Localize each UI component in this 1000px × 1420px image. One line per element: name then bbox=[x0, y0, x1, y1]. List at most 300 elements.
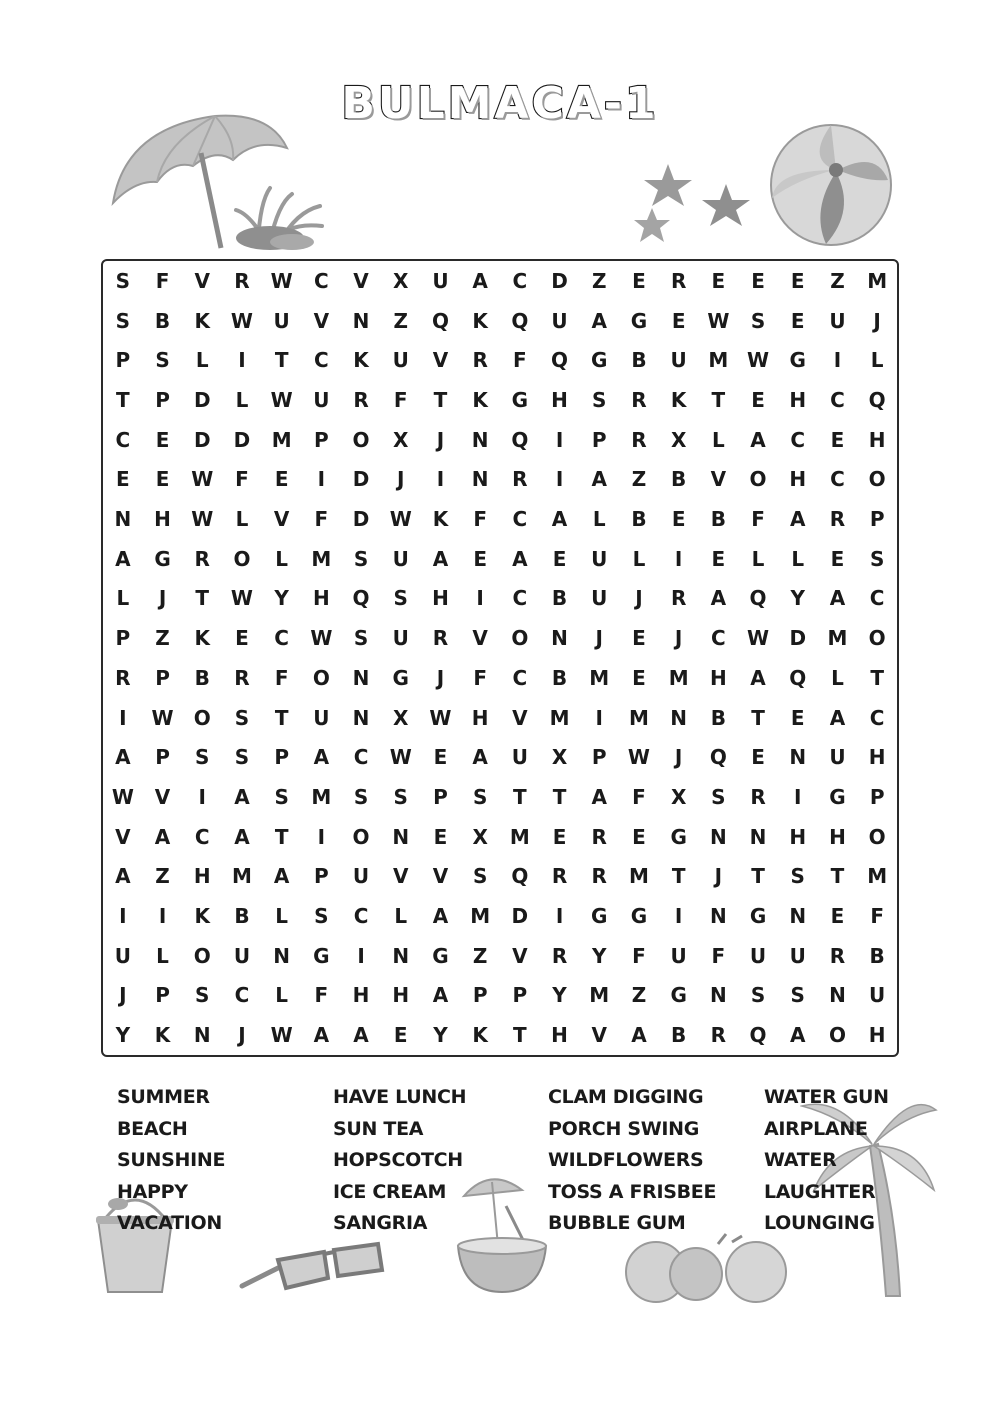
grid-cell: C bbox=[194, 824, 210, 849]
grid-cell: I bbox=[595, 705, 603, 730]
grid-cell: E bbox=[274, 467, 289, 492]
grid-cell: O bbox=[193, 943, 211, 968]
grid-cell: E bbox=[830, 546, 845, 571]
grid-cell: J bbox=[674, 745, 683, 770]
grid-cell: A bbox=[790, 507, 806, 532]
grid-cell: N bbox=[789, 904, 807, 929]
word-item: VACATION bbox=[117, 1212, 222, 1235]
grid-cell: H bbox=[312, 586, 330, 611]
grid-cell: Q bbox=[352, 586, 370, 611]
grid-cell: D bbox=[352, 507, 370, 532]
beach-ball-icon bbox=[766, 120, 896, 250]
grid-cell: K bbox=[472, 387, 488, 412]
grid-cell: F bbox=[632, 943, 646, 968]
grid-cell: N bbox=[551, 626, 568, 651]
grid-cell: I bbox=[794, 784, 802, 809]
grid-cell: S bbox=[115, 308, 131, 333]
grid-cell: H bbox=[829, 824, 846, 849]
grid-cell: R bbox=[432, 626, 449, 651]
grid-cell: U bbox=[670, 943, 687, 968]
grid-cell: O bbox=[868, 467, 886, 492]
grid-cell: U bbox=[869, 983, 886, 1008]
grid-cell: G bbox=[789, 348, 806, 373]
grid-cell: U bbox=[233, 943, 251, 968]
grid-cell: A bbox=[472, 745, 488, 770]
grid-cell: H bbox=[352, 983, 370, 1008]
grid-cell: I bbox=[119, 705, 127, 730]
grid-cell: C bbox=[234, 983, 250, 1008]
grid-cell: A bbox=[432, 983, 449, 1008]
grid-cell: W bbox=[151, 705, 174, 730]
grid-cell: R bbox=[194, 546, 210, 571]
grid-cell: I bbox=[555, 467, 564, 492]
grid-cell: G bbox=[591, 348, 608, 373]
grid-cell: E bbox=[632, 626, 646, 651]
grid-cell: J bbox=[158, 586, 167, 611]
grid-cell: M bbox=[470, 904, 491, 929]
grid-cell: V bbox=[710, 467, 727, 492]
grid-cell: A bbox=[472, 268, 488, 293]
grid-cell: F bbox=[314, 507, 329, 532]
grid-cell: O bbox=[352, 824, 370, 849]
grid-cell: P bbox=[433, 784, 448, 809]
grid-cell: F bbox=[513, 348, 527, 373]
grid-cell: V bbox=[115, 824, 131, 849]
grid-cell: E bbox=[790, 308, 805, 333]
grid-cell: V bbox=[432, 864, 449, 889]
grid-cell: K bbox=[353, 348, 369, 373]
grid-cell: N bbox=[789, 745, 807, 770]
grid-cell: H bbox=[789, 467, 807, 492]
grid-cell: J bbox=[714, 864, 723, 889]
grid-cell: U bbox=[114, 943, 131, 968]
grid-cell: H bbox=[789, 824, 807, 849]
grid-cell: A bbox=[273, 864, 290, 889]
grid-cell: C bbox=[512, 586, 528, 611]
grid-cell: C bbox=[711, 626, 726, 651]
grid-cell: C bbox=[512, 665, 528, 690]
grid-cell: M bbox=[827, 626, 848, 651]
grid-cell: T bbox=[711, 387, 726, 412]
grid-cell: R bbox=[591, 864, 607, 889]
grid-cell: A bbox=[115, 745, 131, 770]
grid-cell: X bbox=[393, 705, 409, 730]
grid-cell: U bbox=[829, 745, 846, 770]
grid-cell: F bbox=[870, 904, 884, 929]
grid-cell: L bbox=[275, 983, 289, 1008]
grid-cell: C bbox=[790, 427, 806, 452]
grid-cell: U bbox=[392, 546, 409, 571]
grid-cell: G bbox=[749, 904, 767, 929]
grid-cell: M bbox=[628, 705, 649, 730]
grid-cell: X bbox=[393, 268, 409, 293]
grid-cell: S bbox=[472, 784, 488, 809]
grid-cell: S bbox=[711, 784, 726, 809]
grid-cell: E bbox=[393, 1023, 408, 1048]
grid-cell: M bbox=[509, 824, 530, 849]
grid-cell: R bbox=[670, 586, 687, 611]
grid-cell: R bbox=[115, 665, 131, 690]
grid-cell: T bbox=[274, 348, 289, 373]
grid-cell: J bbox=[436, 427, 445, 452]
grid-cell: P bbox=[115, 626, 131, 651]
grid-cell: G bbox=[511, 387, 529, 412]
grid-cell: F bbox=[393, 387, 408, 412]
grid-cell: R bbox=[512, 467, 528, 492]
grid-cell: H bbox=[551, 1023, 568, 1048]
grid-cell: D bbox=[233, 427, 251, 452]
word-item: SANGRIA bbox=[333, 1212, 428, 1235]
grid-cell: S bbox=[393, 784, 408, 809]
grid-cell: U bbox=[392, 348, 409, 373]
grid-cell: E bbox=[711, 268, 726, 293]
grid-cell: Z bbox=[631, 983, 647, 1008]
grid-cell: M bbox=[589, 665, 610, 690]
grid-cell: A bbox=[829, 586, 846, 611]
grid-cell: R bbox=[710, 1023, 727, 1048]
word-item: CLAM DIGGING bbox=[548, 1086, 704, 1108]
grid-cell: E bbox=[552, 546, 567, 571]
grid-cell: H bbox=[551, 387, 568, 412]
grid-cell: V bbox=[353, 268, 369, 293]
grid-cell: N bbox=[193, 1023, 211, 1048]
grid-cell: P bbox=[512, 983, 528, 1008]
grid-cell: P bbox=[591, 427, 607, 452]
grid-cell: M bbox=[271, 427, 292, 452]
grid-cell: S bbox=[790, 864, 805, 889]
grid-cell: V bbox=[591, 1023, 607, 1048]
grid-cell: R bbox=[551, 864, 568, 889]
grid-cell: V bbox=[393, 864, 409, 889]
grid-cell: S bbox=[472, 864, 488, 889]
grid-cell: S bbox=[234, 705, 250, 730]
grid-cell: Y bbox=[790, 586, 805, 611]
grid-cell: Q bbox=[511, 308, 529, 333]
grid-cell: E bbox=[632, 824, 646, 849]
grid-cell: I bbox=[158, 904, 167, 929]
grid-cell: P bbox=[115, 348, 131, 373]
grid-cell: C bbox=[869, 705, 885, 730]
grid-cell: Q bbox=[749, 1023, 767, 1048]
grid-cell: E bbox=[632, 665, 646, 690]
grid-cell: E bbox=[711, 546, 726, 571]
grid-cell: E bbox=[830, 427, 845, 452]
grid-cell: H bbox=[193, 864, 211, 889]
grid-cell: G bbox=[392, 665, 409, 690]
grid-cell: D bbox=[193, 427, 211, 452]
grid-cell: U bbox=[551, 308, 568, 333]
grid-cell: U bbox=[591, 586, 608, 611]
grid-cell: N bbox=[829, 983, 846, 1008]
grid-cell: U bbox=[789, 943, 806, 968]
grid-cell: L bbox=[116, 586, 130, 611]
grid-cell: G bbox=[829, 784, 846, 809]
grid-cell: E bbox=[751, 745, 765, 770]
grid-cell: P bbox=[314, 427, 329, 452]
grid-cell: E bbox=[790, 268, 805, 293]
grid-cell: N bbox=[352, 705, 370, 730]
grid-cell: A bbox=[790, 1023, 806, 1048]
grid-cell: B bbox=[234, 904, 250, 929]
grid-cell: C bbox=[512, 268, 528, 293]
grid-cell: S bbox=[353, 546, 369, 571]
grid-cell: L bbox=[394, 904, 408, 929]
word-item: LAUGHTER bbox=[764, 1180, 876, 1203]
grid-cell: L bbox=[195, 348, 209, 373]
grid-cell: V bbox=[313, 308, 330, 333]
grid-cell: T bbox=[751, 864, 765, 889]
grid-cell: W bbox=[627, 745, 650, 770]
grid-cell: R bbox=[234, 665, 250, 690]
grid-cell: I bbox=[198, 784, 206, 809]
grid-cell: I bbox=[555, 904, 564, 929]
grid-cell: N bbox=[670, 705, 688, 730]
grid-cell: V bbox=[273, 507, 290, 532]
grid-cell: I bbox=[555, 427, 564, 452]
grid-cell: U bbox=[273, 308, 290, 333]
grid-cell: A bbox=[313, 745, 330, 770]
grid-cell: T bbox=[870, 665, 884, 690]
grid-cell: W bbox=[270, 387, 293, 412]
grid-cell: S bbox=[115, 268, 131, 293]
grid-cell: Q bbox=[868, 387, 886, 412]
grid-cell: E bbox=[830, 904, 845, 929]
grid-cell: G bbox=[591, 904, 608, 929]
word-item: PORCH SWING bbox=[548, 1117, 700, 1140]
grid-cell: J bbox=[635, 586, 643, 611]
grid-cell: K bbox=[472, 1023, 488, 1048]
sunglasses-icon bbox=[238, 1238, 388, 1298]
grid-cell: R bbox=[631, 387, 647, 412]
grid-cell: P bbox=[274, 745, 289, 770]
grid-cell: E bbox=[116, 467, 130, 492]
grid-cell: J bbox=[873, 308, 881, 333]
grid-cell: M bbox=[867, 864, 888, 889]
grid-cell: N bbox=[749, 824, 767, 849]
word-search-grid bbox=[101, 259, 899, 1057]
word-item: WATER GUN bbox=[764, 1086, 889, 1108]
grid-cell: P bbox=[155, 665, 170, 690]
grid-cell: Y bbox=[592, 943, 607, 968]
grid-cell: M bbox=[231, 864, 252, 889]
word-item: WILDFLOWERS bbox=[548, 1149, 704, 1172]
grid-cell: K bbox=[670, 387, 687, 412]
grid-cell: L bbox=[711, 427, 725, 452]
grid-cell: W bbox=[747, 626, 770, 651]
grid-cell: X bbox=[393, 427, 409, 452]
word-column-2 bbox=[333, 1082, 466, 1240]
grid-cell: K bbox=[154, 1023, 171, 1048]
grid-cell: E bbox=[473, 546, 487, 571]
grid-cell: T bbox=[274, 824, 289, 849]
grid-cell: G bbox=[154, 546, 171, 571]
grid-cell: S bbox=[314, 904, 329, 929]
grid-cell: S bbox=[592, 387, 607, 412]
grid-cell: L bbox=[275, 904, 289, 929]
grid-cell: B bbox=[551, 665, 568, 690]
grid-cell: W bbox=[230, 586, 253, 611]
grid-cell: M bbox=[549, 705, 570, 730]
grid-cell: N bbox=[273, 943, 291, 968]
grid-cell: N bbox=[114, 507, 132, 532]
grid-cell: A bbox=[432, 546, 449, 571]
grid-cell: W bbox=[230, 308, 253, 333]
grid-cell: K bbox=[194, 308, 210, 333]
grid-cell: N bbox=[471, 427, 489, 452]
grid-cell: Y bbox=[433, 1023, 448, 1048]
grid-cell: Y bbox=[274, 586, 289, 611]
grid-cell: W bbox=[389, 745, 412, 770]
grid-cell: I bbox=[357, 943, 365, 968]
grid-cell: C bbox=[314, 268, 329, 293]
grid-cell: O bbox=[352, 427, 370, 452]
grid-cell: B bbox=[671, 467, 687, 492]
grid-cell: C bbox=[353, 745, 369, 770]
grid-cell: E bbox=[235, 626, 249, 651]
grid-cell: K bbox=[432, 507, 449, 532]
grid-cell: F bbox=[274, 665, 289, 690]
grid-cell: E bbox=[671, 308, 686, 333]
grid-cell: I bbox=[833, 348, 842, 373]
grid-cell: P bbox=[155, 387, 170, 412]
grid-cell: A bbox=[710, 586, 727, 611]
grid-cell: L bbox=[592, 507, 606, 532]
grid-cell: F bbox=[314, 983, 329, 1008]
grid-cell: A bbox=[631, 1023, 647, 1048]
grid-cell: S bbox=[234, 745, 250, 770]
coconuts-icon bbox=[622, 1228, 792, 1308]
word-column-3 bbox=[548, 1082, 716, 1240]
grid-cell: M bbox=[628, 864, 649, 889]
grid-cell: O bbox=[749, 467, 767, 492]
grid-cell: B bbox=[631, 507, 647, 532]
grid-cell: R bbox=[551, 943, 568, 968]
grid-cell: V bbox=[194, 268, 210, 293]
grid-cell: Z bbox=[472, 943, 488, 968]
grid-cell: Z bbox=[155, 864, 170, 889]
grid-cell: J bbox=[238, 1023, 246, 1048]
grid-cell: P bbox=[869, 507, 885, 532]
grid-cell: L bbox=[235, 387, 249, 412]
grid-cell: H bbox=[868, 427, 886, 452]
grid-cell: D bbox=[511, 904, 529, 929]
grid-cell: U bbox=[313, 387, 330, 412]
grid-cell: A bbox=[234, 784, 250, 809]
grid-cell: Z bbox=[591, 268, 607, 293]
grid-cell: B bbox=[710, 507, 726, 532]
grid-cell: O bbox=[868, 824, 886, 849]
grid-cell: L bbox=[235, 507, 249, 532]
word-item: SUMMER bbox=[117, 1086, 210, 1108]
grid-cell: G bbox=[313, 943, 330, 968]
grid-cell: I bbox=[317, 824, 326, 849]
grid-cell: T bbox=[274, 705, 289, 730]
grid-cell: H bbox=[154, 507, 171, 532]
grid-cell: L bbox=[632, 546, 646, 571]
grid-cell: J bbox=[119, 983, 127, 1008]
grid-cell: C bbox=[115, 427, 131, 452]
grid-cell: G bbox=[630, 308, 648, 333]
grid-cell: H bbox=[471, 705, 489, 730]
word-item: SUN TEA bbox=[333, 1117, 424, 1140]
grid-cell: Y bbox=[115, 1023, 131, 1048]
grid-cell: L bbox=[870, 348, 884, 373]
grid-cell: L bbox=[751, 546, 765, 571]
grid-cell: F bbox=[751, 507, 765, 532]
grid-cell: U bbox=[313, 705, 330, 730]
grid-cell: T bbox=[116, 387, 130, 412]
grid-cell: J bbox=[397, 467, 405, 492]
grid-cell: W bbox=[429, 705, 452, 730]
grid-cell: S bbox=[195, 745, 210, 770]
grid-cell: B bbox=[671, 1023, 687, 1048]
grid-cell: T bbox=[513, 1023, 527, 1048]
grid-cell: S bbox=[869, 546, 885, 571]
grid-cell: S bbox=[790, 983, 805, 1008]
grid-cell: E bbox=[433, 824, 448, 849]
grid-cell: V bbox=[432, 348, 449, 373]
grid-cell: A bbox=[591, 467, 607, 492]
grid-cell: W bbox=[270, 268, 293, 293]
grid-cell: L bbox=[791, 546, 805, 571]
grid-cell: Z bbox=[631, 467, 647, 492]
grid-cell: O bbox=[511, 626, 529, 651]
grid-cell: M bbox=[708, 348, 729, 373]
grid-cell: A bbox=[750, 665, 766, 690]
grid-cell: W bbox=[191, 467, 214, 492]
grid-cell: W bbox=[310, 626, 333, 651]
grid-cell: S bbox=[393, 586, 408, 611]
grid-cell: R bbox=[829, 507, 846, 532]
grid-cell: A bbox=[234, 824, 250, 849]
grid-cell: F bbox=[473, 665, 487, 690]
grid-cell: D bbox=[551, 268, 568, 293]
grid-cell: F bbox=[632, 784, 646, 809]
grid-cell: S bbox=[155, 348, 170, 373]
grid-cell: D bbox=[789, 626, 807, 651]
word-item: HAPPY bbox=[117, 1180, 188, 1203]
grid-cell: C bbox=[274, 626, 289, 651]
grid-cell: P bbox=[472, 983, 488, 1008]
grid-cell: B bbox=[551, 586, 568, 611]
grid-cell: R bbox=[234, 268, 250, 293]
grid-cell: U bbox=[749, 943, 767, 968]
grid-cell: C bbox=[830, 467, 845, 492]
word-item: HOPSCOTCH bbox=[333, 1149, 463, 1172]
plant-icon bbox=[230, 182, 330, 250]
grid-cell: G bbox=[630, 904, 648, 929]
grid-cell: A bbox=[432, 904, 449, 929]
grid-cell: Z bbox=[830, 268, 845, 293]
grid-cell: U bbox=[670, 348, 687, 373]
grid-cell: B bbox=[710, 705, 726, 730]
grid-cell: N bbox=[709, 904, 727, 929]
word-column-1 bbox=[117, 1082, 225, 1240]
grid-cell: E bbox=[552, 824, 567, 849]
grid-cell: U bbox=[591, 546, 608, 571]
grid-cell: E bbox=[155, 427, 170, 452]
grid-cell: I bbox=[317, 467, 326, 492]
word-item: WATER bbox=[764, 1149, 837, 1172]
grid-cell: B bbox=[631, 348, 647, 373]
grid-cell: O bbox=[193, 705, 211, 730]
grid-cell: U bbox=[432, 268, 449, 293]
grid-cell: F bbox=[155, 268, 170, 293]
grid-cell: H bbox=[709, 665, 727, 690]
grid-cell: W bbox=[270, 1023, 293, 1048]
grid-cell: O bbox=[828, 1023, 846, 1048]
word-item: AIRPLANE bbox=[764, 1117, 868, 1140]
